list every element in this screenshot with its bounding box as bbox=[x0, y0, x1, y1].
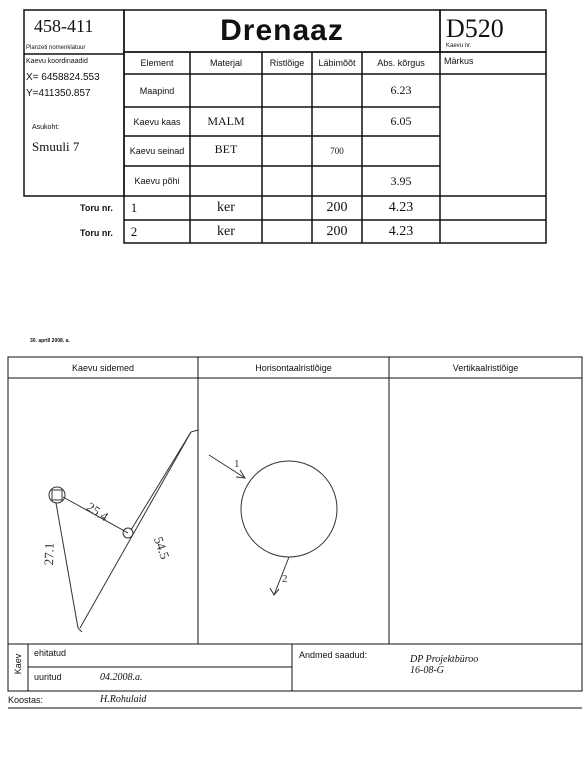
row-diameter: 700 bbox=[330, 146, 344, 156]
pipe-diameter: 200 bbox=[326, 200, 348, 215]
page-title: Drenaaz bbox=[220, 14, 344, 47]
measurement-label: 27.1 bbox=[40, 542, 57, 566]
coord-y: Y=411350.857 bbox=[26, 88, 91, 99]
col-remarks: Märkus bbox=[444, 56, 474, 66]
compiled-label: Koostas: bbox=[8, 695, 44, 705]
pipe-label: Toru nr. bbox=[80, 228, 113, 238]
measurement-label: 54.5 bbox=[150, 534, 173, 562]
row-elevation: 3.95 bbox=[390, 173, 412, 188]
panel-title-horizontal: Horisontaalristlõige bbox=[255, 362, 332, 373]
row-material: MALM bbox=[207, 114, 245, 128]
address-caption: Asukoht: bbox=[32, 124, 60, 131]
well-ties-sketch bbox=[49, 430, 198, 632]
pipe-label: Toru nr. bbox=[80, 203, 113, 213]
pipe-mark: 1 bbox=[234, 458, 240, 470]
measurement-label: 25.4 bbox=[84, 499, 112, 525]
horizontal-section-sketch bbox=[209, 455, 337, 595]
data-from-value: DP Projektbüroo bbox=[410, 654, 479, 665]
plan-number-caption: Planzeti nomenklatuur bbox=[26, 45, 86, 51]
date-stamp: 30. aprill 2008. a. bbox=[30, 338, 70, 344]
col-elevation: Abs. kõrgus bbox=[377, 58, 425, 68]
row-element: Kaevu põhi bbox=[134, 176, 180, 186]
data-from-code: 16-08-G bbox=[410, 665, 444, 676]
pipe-number: 2 bbox=[130, 223, 138, 239]
built-label: ehitatud bbox=[34, 648, 67, 658]
surveyed-label: uuritud bbox=[34, 672, 62, 682]
panel-title-vertical: Vertikaalristlõige bbox=[452, 362, 519, 373]
well-id: D520 bbox=[446, 14, 504, 43]
row-elevation: 6.05 bbox=[390, 114, 412, 128]
address-value: Smuuli 7 bbox=[32, 139, 80, 154]
well-id-caption: Kaevu nr. bbox=[446, 43, 472, 49]
row-material: BET bbox=[214, 141, 238, 156]
pipe-material: ker bbox=[217, 223, 235, 239]
col-diameter: Läbimõõt bbox=[318, 58, 356, 68]
row-element: Maapind bbox=[139, 85, 175, 96]
col-section: Ristlõige bbox=[269, 58, 305, 68]
row-element: Kaevu kaas bbox=[133, 116, 181, 127]
pipe-elevation: 4.23 bbox=[388, 223, 414, 239]
coords-caption: Kaevu koordinaadid bbox=[26, 58, 88, 65]
pipe-diameter: 200 bbox=[326, 223, 348, 239]
pipe-material: ker bbox=[217, 200, 235, 215]
row-elevation: 6.23 bbox=[390, 83, 412, 97]
panel-title-ties: Kaevu sidemed bbox=[71, 362, 135, 373]
surveyed-value: 04.2008.a. bbox=[100, 672, 143, 683]
col-element: Element bbox=[140, 58, 174, 68]
coord-x: X= 6458824.553 bbox=[26, 72, 100, 83]
col-material: Materjal bbox=[209, 58, 242, 68]
pipe-number: 1 bbox=[130, 200, 138, 215]
side-label: Kaev bbox=[13, 653, 23, 675]
compiled-value: H.Rohulaid bbox=[100, 694, 147, 705]
pipe-mark: 2 bbox=[282, 573, 288, 585]
row-element: Kaevu seinad bbox=[129, 146, 185, 156]
pipe-elevation: 4.23 bbox=[388, 200, 414, 215]
plan-number: 458-411 bbox=[34, 16, 94, 36]
data-from-label: Andmed saadud: bbox=[299, 650, 368, 660]
